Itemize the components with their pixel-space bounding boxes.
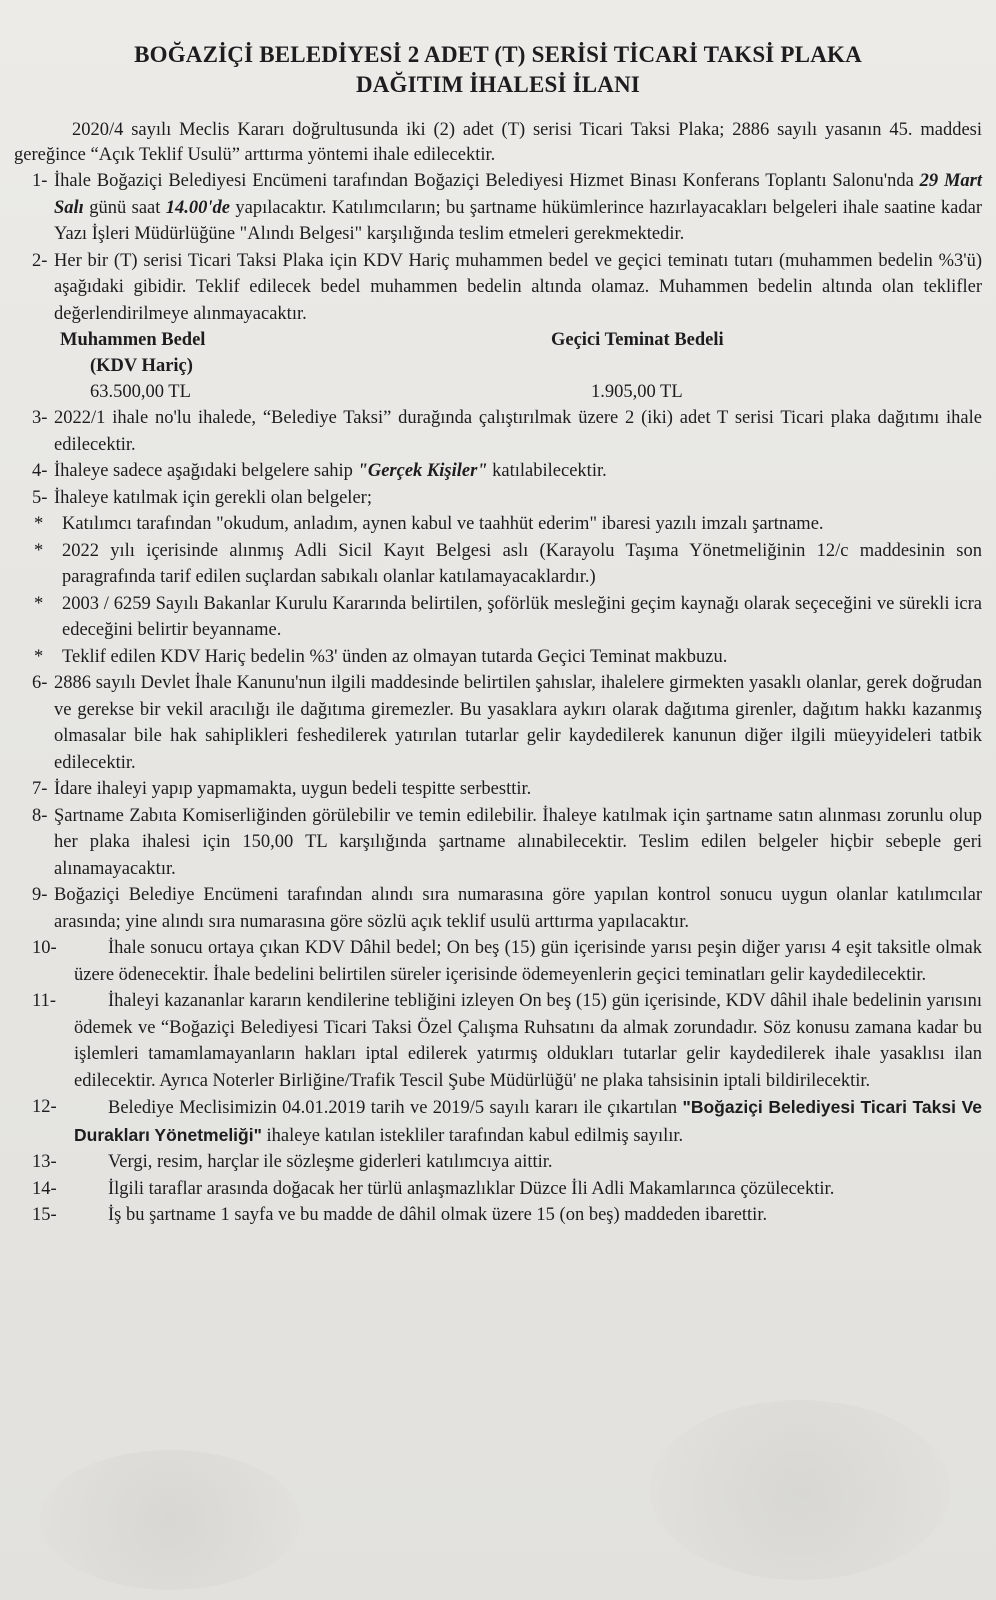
clause-text — [74, 1094, 982, 1149]
clause-text: İş bu şartname 1 sayfa ve bu madde de dâhil olmak üzere 15 (on beş) maddeden ibarettir. — [108, 1205, 768, 1225]
clause-8 — [14, 803, 982, 883]
clause-text-part: günü saat — [83, 197, 166, 218]
bullet-mark: * — [34, 540, 44, 561]
clause-number: 12- — [32, 1097, 57, 1117]
clause-15 — [14, 1202, 982, 1229]
clause-text — [54, 168, 982, 248]
clause-number: 13- — [32, 1152, 57, 1172]
auction-date: 29 Mart Salı — [54, 171, 982, 218]
clause-text-part: İhaleye sadece aşağıdaki belgelere sahip — [54, 461, 358, 481]
clause-12 — [14, 1094, 982, 1149]
regulation-name: "Boğaziçi Belediyesi Ticari Taksi Ve Durakları Yönetmeliği" — [74, 1097, 983, 1145]
bullet-mark: * — [34, 514, 44, 534]
clause-text: Her bir (T) serisi Ticari Taksi Plaka için KDV Hariç muhammen bedel ve geçici teminatı tutarı (muhammen bedelin %3'ü) aşağıdaki gibidir. Teklif edilecek bedel muhammen bedelin altında olamaz. Muhammen bedelin altında olan teklifler değerlendirilmeye alınmayacaktır. — [54, 250, 982, 324]
clause-number: 3- — [32, 408, 48, 428]
clause-number: 11- — [32, 991, 56, 1011]
clause-number: 7- — [32, 779, 48, 799]
bullet-text: 2022 yılı içerisinde alınmış Adli Sicil Kayıt Belgesi aslı (Karayolu Taşıma Yönetmeliğinin 12/c maddesinin son paragrafında tarif edilen suçlardan sabıkalı olanlar katılamayacaklardır.) — [62, 540, 982, 587]
intro-paragraph: 2020/4 sayılı Meclis Kararı doğrultusunda iki (2) adet (T) serisi Ticari Taksi Plaka; 2886 sayılı yasanın 45. maddesi gereğince “Açık Teklif Usulü” arttırma yöntemi ihale edilecektir. — [14, 120, 982, 165]
estimated-price-header: Muhammen Bedel — [60, 330, 206, 350]
clause-text-part: yapılacaktır. Katılımcıların; bu şartname hükümlerince hazırlayacakları belgeleri ihale saatine kadar Yazı İşleri Müdürlüğüne "Alındı Belgesi" karşılığında teslim etmeleri gerekmektedir. — [54, 197, 982, 244]
auction-time: 14.00'de — [165, 197, 231, 218]
clause-number: 1- — [32, 171, 48, 191]
clause-text: 2022/1 ihale no'lu ihalede, “Belediye Taksi” durağında çalıştırılmak üzere 2 (iki) adet T serisi Ticari plaka dağıtımı ihale edilecektir. — [54, 408, 982, 455]
bullet-text: 2003 / 6259 Sayılı Bakanlar Kurulu Kararında belirtilen, şoförlük mesleğini geçim kaynağı olarak seçeceğini ve sürekli icra edeceğini belirtir beyanname. — [62, 593, 982, 640]
required-document-item — [14, 591, 982, 644]
required-document-item — [14, 511, 982, 538]
clause-1 — [14, 168, 982, 248]
real-persons-emphasis: "Gerçek Kişiler" — [357, 461, 488, 481]
clause-14 — [14, 1176, 982, 1203]
clause-number: 6- — [32, 673, 48, 693]
clause-text: İlgili taraflar arasında doğacak her türlü anlaşmazlıklar Düzce İli Adli Makamlarınca çözülecektir. — [108, 1178, 835, 1199]
document-title — [14, 40, 982, 100]
title-line-2: DAĞITIM İHALESİ İLANI — [355, 72, 641, 97]
clause-text-part: Belediye Meclisimizin 04.01.2019 tarih ve 2019/5 sayılı kararı ile çıkartılan — [108, 1098, 683, 1118]
clause-text: İhaleyi kazananlar kararın kendilerine tebliğini izleyen On beş (15) gün içerisinde, KDV dâhil ihale bedelinin yarısını ödemek ve “Boğaziçi Belediyesi Ticari Taksi Özel Çalışma Ruhsatını da almak zorundadır. Söz konusu zamana kadar bu işlemleri tamamlamayanların hakları iptal edilerek yatırmış oldukları tutarlar gelir kaydedilerek ihale yasaklısı ilan edilecektir. Ayrıca Noterler Birliğine/Trafik Tescil Şube Müdürlüğü' ne plaka tahsisinin iptali bildirilecektir. — [74, 991, 982, 1091]
paper-stain — [40, 1450, 300, 1590]
deposit-value: 1.905,00 TL — [591, 382, 683, 402]
title-line-1: BOĞAZİÇİ BELEDİYESİ 2 ADET (T) SERİSİ TİCARİ TAKSİ PLAKA — [134, 42, 862, 67]
clause-number: 2- — [32, 250, 48, 271]
bullet-text: Teklif edilen KDV Hariç bedelin %3' ünden az olmayan tutarda Geçici Teminat makbuzu. — [62, 646, 728, 667]
clause-text: Boğaziçi Belediye Encümeni tarafından alındı sıra numarasına göre yapılan kontrol sonucu uygun olanlar katılımcılar arasında; yine alındı sıra numarasına göre sözlü açık teklif usulü arttırma yapılacaktır. — [54, 885, 982, 932]
deposit-header: Geçici Teminat Bedeli — [551, 330, 724, 350]
clause-number: 10- — [32, 938, 57, 958]
clause-11 — [14, 988, 982, 1094]
clause-4 — [14, 458, 982, 485]
clause-number: 8- — [32, 805, 48, 826]
bullet-mark: * — [34, 593, 44, 614]
clause-text-part: katılabilecektir. — [487, 461, 607, 481]
clause-number: 9- — [32, 885, 48, 905]
clause-3 — [14, 405, 982, 458]
clause-number: 15- — [32, 1205, 57, 1225]
bullet-text: Katılımcı tarafından "okudum, anladım, aynen kabul ve taahhüt ederim" ibaresi yazılı imzalı şartname. — [62, 514, 824, 534]
clause-number: 4- — [32, 461, 48, 481]
clause-number: 14- — [32, 1178, 57, 1199]
clause-number: 5- — [32, 487, 48, 508]
clause-text-part: ihaleye katılan istekliler tarafından kabul edilmiş sayılır. — [261, 1125, 684, 1146]
clause-text — [54, 458, 982, 485]
clause-text: İhale sonucu ortaya çıkan KDV Dâhil bedel; On beş (15) gün içerisinde yarısı peşin diğer yarısı 4 eşit taksitle olmak üzere ödenecektir. İhale bedelini belirtilen süreler içerisinde ödemeyenlerin geçici teminatları gelir kaydedilecektir. — [74, 938, 982, 985]
clause-10 — [14, 935, 982, 988]
clause-9 — [14, 882, 982, 935]
clause-text: Vergi, resim, harçlar ile sözleşme giderleri katılımcıya aittir. — [108, 1152, 553, 1172]
clause-5 — [14, 485, 982, 512]
bullet-mark: * — [34, 646, 44, 667]
clause-text: Şartname Zabıta Komiserliğinden görülebilir ve temin edilebilir. İhaleye katılmak için şartname satın alınması zorunlu olup her plaka ihalesi için 150,00 TL karşılığında şartname alınabilecektir. Teslim edilen belgeler hiçbir sebeple geri alınamayacaktır. — [54, 805, 982, 879]
paper-stain — [650, 1400, 950, 1580]
clause-6 — [14, 670, 982, 776]
clause-2 — [14, 248, 982, 328]
vat-excluded-label: (KDV Hariç) — [90, 356, 193, 376]
clause-text: 2886 sayılı Devlet İhale Kanunu'nun ilgili maddesinde belirtilen şahıslar, ihalelere girmekten yasaklı olanlar, gerek doğrudan ve gerekse bir vekil aracılığı ile dağıtıma giremezler. Bu yasaklara aykırı olarak dağıtıma girenler, dağıtım hakkı kazanmış olmasalar bile hak sahiplikleri feshedilerek yatırılan tutarlar gelir kaydedilerek kanunun diğer ilgili müeyyideleri tatbik edilecektir. — [54, 673, 982, 773]
fee-table — [14, 327, 982, 405]
estimated-price-value: 63.500,00 TL — [90, 382, 191, 402]
clause-text-part: İhale Boğaziçi Belediyesi Encümeni tarafından Boğaziçi Belediyesi Hizmet Binası Konferans Toplantı Salonu'nda — [54, 171, 920, 191]
clause-text: İhaleye katılmak için gerekli olan belgeler; — [54, 487, 372, 508]
clause-7 — [14, 776, 982, 803]
required-document-item — [14, 644, 982, 671]
required-document-item — [14, 538, 982, 591]
clause-13 — [14, 1149, 982, 1176]
clause-text: İdare ihaleyi yapıp yapmamakta, uygun bedeli tespitte serbesttir. — [54, 779, 532, 799]
